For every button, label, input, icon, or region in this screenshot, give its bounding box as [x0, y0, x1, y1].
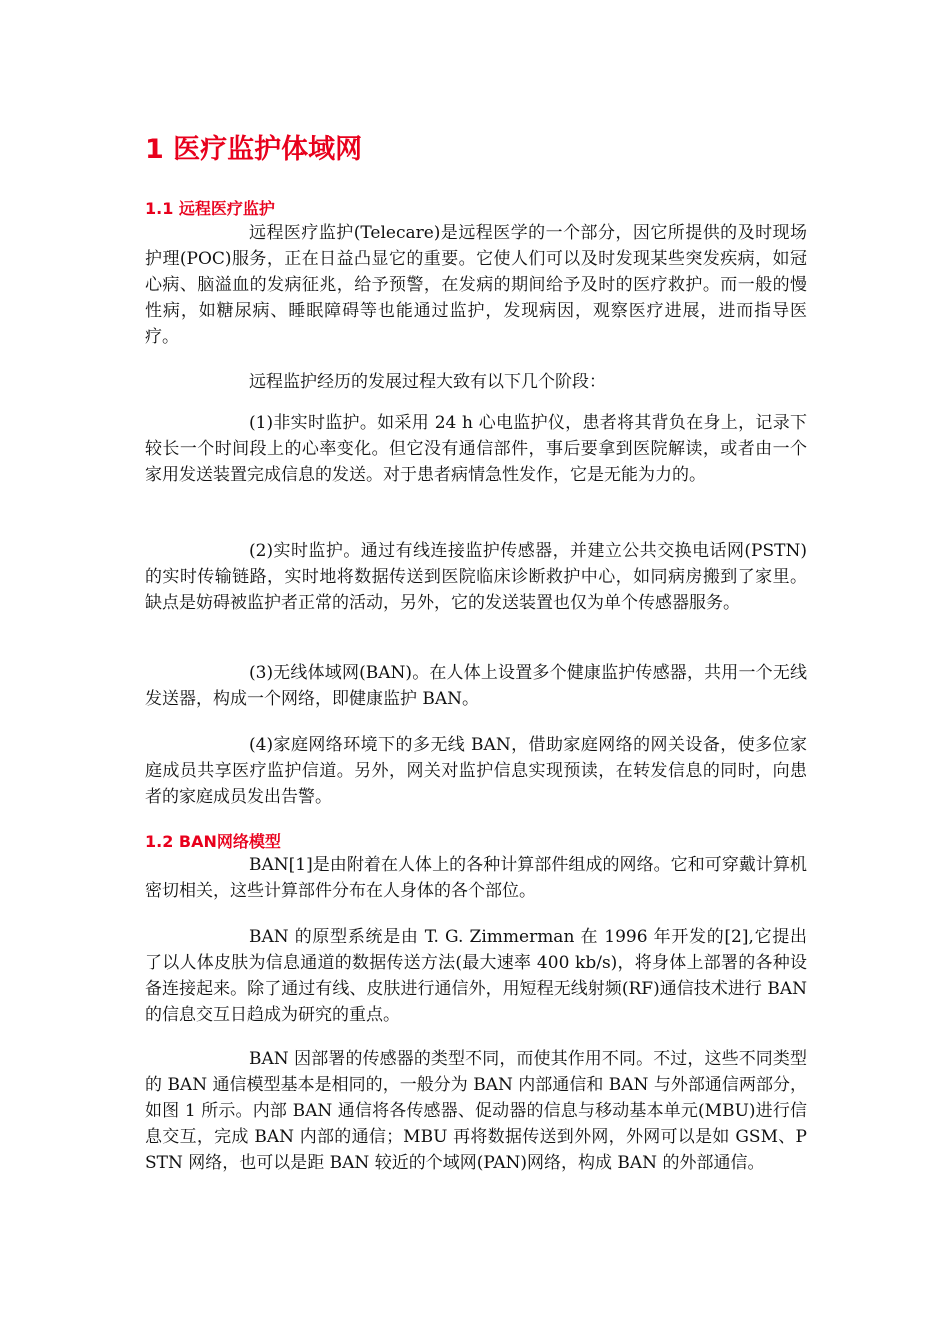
paragraph-ban-definition: BAN[1]是由附着在人体上的各种计算部件组成的网络。它和可穿戴计算机密切相关，这些计算部件分布在人身体的各个部位。 — [145, 855, 807, 901]
paragraph-ban-model: BAN 因部署的传感器的类型不同，而使其作用不同。不过，这些不同类型的 BAN 通信模型基本是相同的，一般分为 BAN 内部通信和 BAN 与外部通信两部分，如图 1 所示。内部 BAN 通信将各传感器、促动器的信息与移动基本单元(MBU)进行信息交互，完成 BAN 内部的通信；MBU 再将数据传送到外网，外网可以是如 GSM、PSTN 网络，也可以是距 BAN 较近的个域网(PAN)网络，构成 BAN 的外部通信。 — [145, 1049, 807, 1173]
chapter-heading: 1 医疗监护体域网 — [145, 134, 363, 165]
paragraph-stage-1: (1)非实时监护。如采用 24 h 心电监护仪，患者将其背负在身上，记录下较长一个时间段上的心率变化。但它没有通信部件，事后要拿到医院解读，或者由一个家用发送装置完成信息的发送。对于患者病情急性发作，它是无能为力的。 — [145, 413, 807, 485]
section-1-1-title: 1.1 远程医疗监护 — [145, 199, 275, 218]
paragraph-stage-2: (2)实时监护。通过有线连接监护传感器，并建立公共交换电话网(PSTN)的实时传输链路，实时地将数据传送到医院临床诊断救护中心，如同病房搬到了家里。缺点是妨碍被监护者正常的活动，另外，它的发送装置也仅为单个传感器服务。 — [145, 541, 807, 613]
section-1-2-title: 1.2 BAN网络模型 — [145, 832, 281, 851]
paragraph-stages-intro: 远程监护经历的发展过程大致有以下几个阶段： — [249, 372, 606, 392]
paragraph-telecare-intro: 远程医疗监护(Telecare)是远程医学的一个部分，因它所提供的及时现场护理(POC)服务，正在日益凸显它的重要。它使人们可以及时发现某些突发疾病，如冠心病、脑溢血的发病征兆，给予预警，在发病的期间给予及时的医疗救护。而一般的慢性病，如糖尿病、睡眠障碍等也能通过监护，发现病因，观察医疗进展，进而指导医疗。 — [145, 223, 807, 347]
paragraph-stage-4: (4)家庭网络环境下的多无线 BAN，借助家庭网络的网关设备，使多位家庭成员共享医疗监护信道。另外，网关对监护信息实现预读，在转发信息的同时，向患者的家庭成员发出告警。 — [145, 735, 807, 807]
paragraph-stage-3: (3)无线体域网(BAN)。在人体上设置多个健康监护传感器，共用一个无线发送器，构成一个网络，即健康监护 BAN。 — [145, 663, 807, 709]
paragraph-ban-prototype: BAN 的原型系统是由 T. G. Zimmerman 在 1996 年开发的[2],它提出了以人体皮肤为信息通道的数据传送方法(最大速率 400 kb/s)，将身体上部署的各种设备连接起来。除了通过有线、皮肤进行通信外，用短程无线射频(RF)通信技术进行 BAN 的信息交互日趋成为研究的重点。 — [145, 927, 807, 1025]
